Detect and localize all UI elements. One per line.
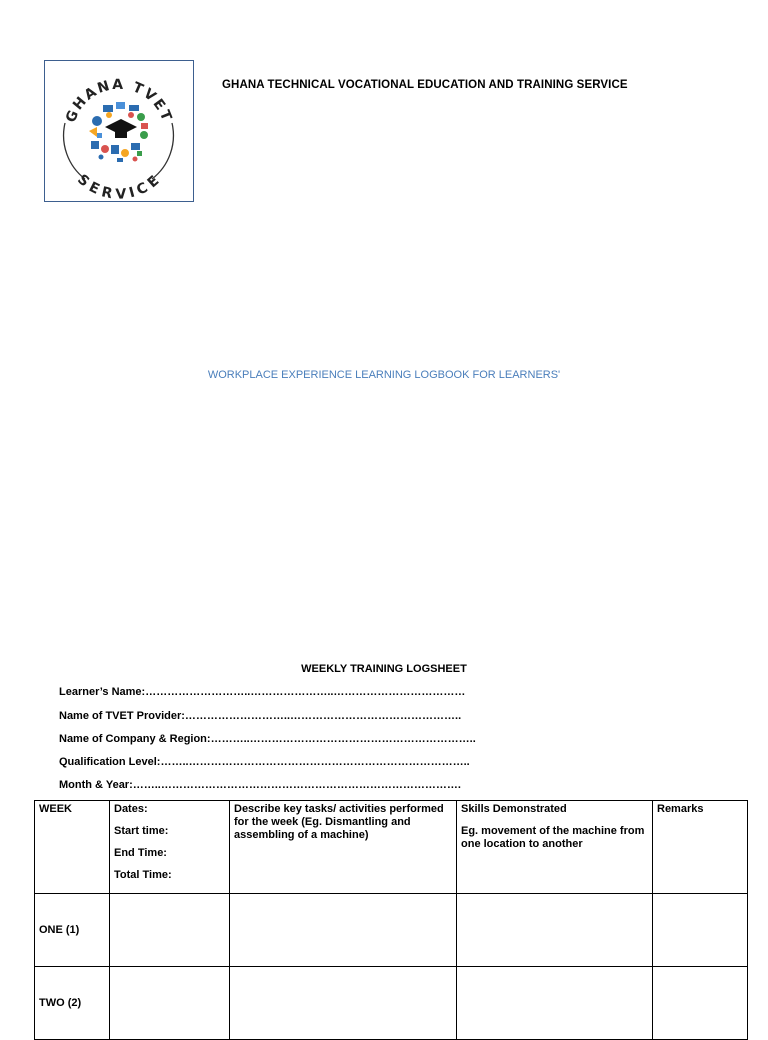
logsheet-title: WEEKLY TRAINING LOGSHEET: [301, 663, 467, 675]
learner-name-field: Learner’s Name:………………………..…………………..………………………………: [59, 686, 466, 698]
tvet-logo: [44, 60, 194, 202]
month-year-field: Month & Year:……..……………………………………………………………………….: [59, 779, 461, 791]
tasks-header: Describe key tasks/ activities performed for the week (Eg. Dismantling and assembling of a machine): [230, 801, 457, 894]
weekly-log-table: [34, 800, 748, 1040]
tasks-cell[interactable]: [230, 967, 457, 1040]
week-header: WEEK: [35, 801, 110, 894]
table-header-row: [35, 801, 748, 894]
remarks-cell[interactable]: [653, 967, 748, 1040]
dates-label: Dates:: [114, 803, 148, 815]
tasks-cell[interactable]: [230, 894, 457, 967]
tvet-provider-field: Name of TVET Provider:………………………..………………………………………..: [59, 710, 462, 722]
start-time-label: Start time:: [114, 825, 169, 837]
table-row: [35, 967, 748, 1040]
logo-top-text: GHANA TVET: [62, 76, 176, 125]
remarks-cell[interactable]: [653, 894, 748, 967]
dates-cell[interactable]: [110, 967, 230, 1040]
skills-cell[interactable]: [457, 967, 653, 1040]
document-title: WORKPLACE EXPERIENCE LEARNING LOGBOOK FOR LEARNERS': [207, 369, 561, 381]
table-row: [35, 894, 748, 967]
skills-header: [457, 801, 653, 894]
dates-header: [110, 801, 230, 894]
skills-example: Eg. movement of the machine from one location to another: [461, 825, 645, 850]
week-cell: TWO (2): [35, 967, 110, 1040]
dates-cell[interactable]: [110, 894, 230, 967]
remarks-header: Remarks: [653, 801, 748, 894]
week-cell: ONE (1): [35, 894, 110, 967]
company-region-field: Name of Company & Region:………..……………………………………………………..: [59, 733, 476, 745]
svg-text:SERVICE: [74, 172, 164, 200]
skills-label: Skills Demonstrated: [461, 803, 567, 815]
tvet-logo-emblem-icon: [45, 61, 192, 200]
skills-cell[interactable]: [457, 894, 653, 967]
end-time-label: End Time:: [114, 847, 167, 859]
logo-bottom-text: SERVICE: [74, 171, 164, 200]
organization-name: GHANA TECHNICAL VOCATIONAL EDUCATION AND TRAINING SERVICE: [222, 79, 628, 91]
qualification-level-field: Qualification Level:……..…………………………………………………………………..: [59, 756, 470, 768]
total-time-label: Total Time:: [114, 869, 172, 881]
